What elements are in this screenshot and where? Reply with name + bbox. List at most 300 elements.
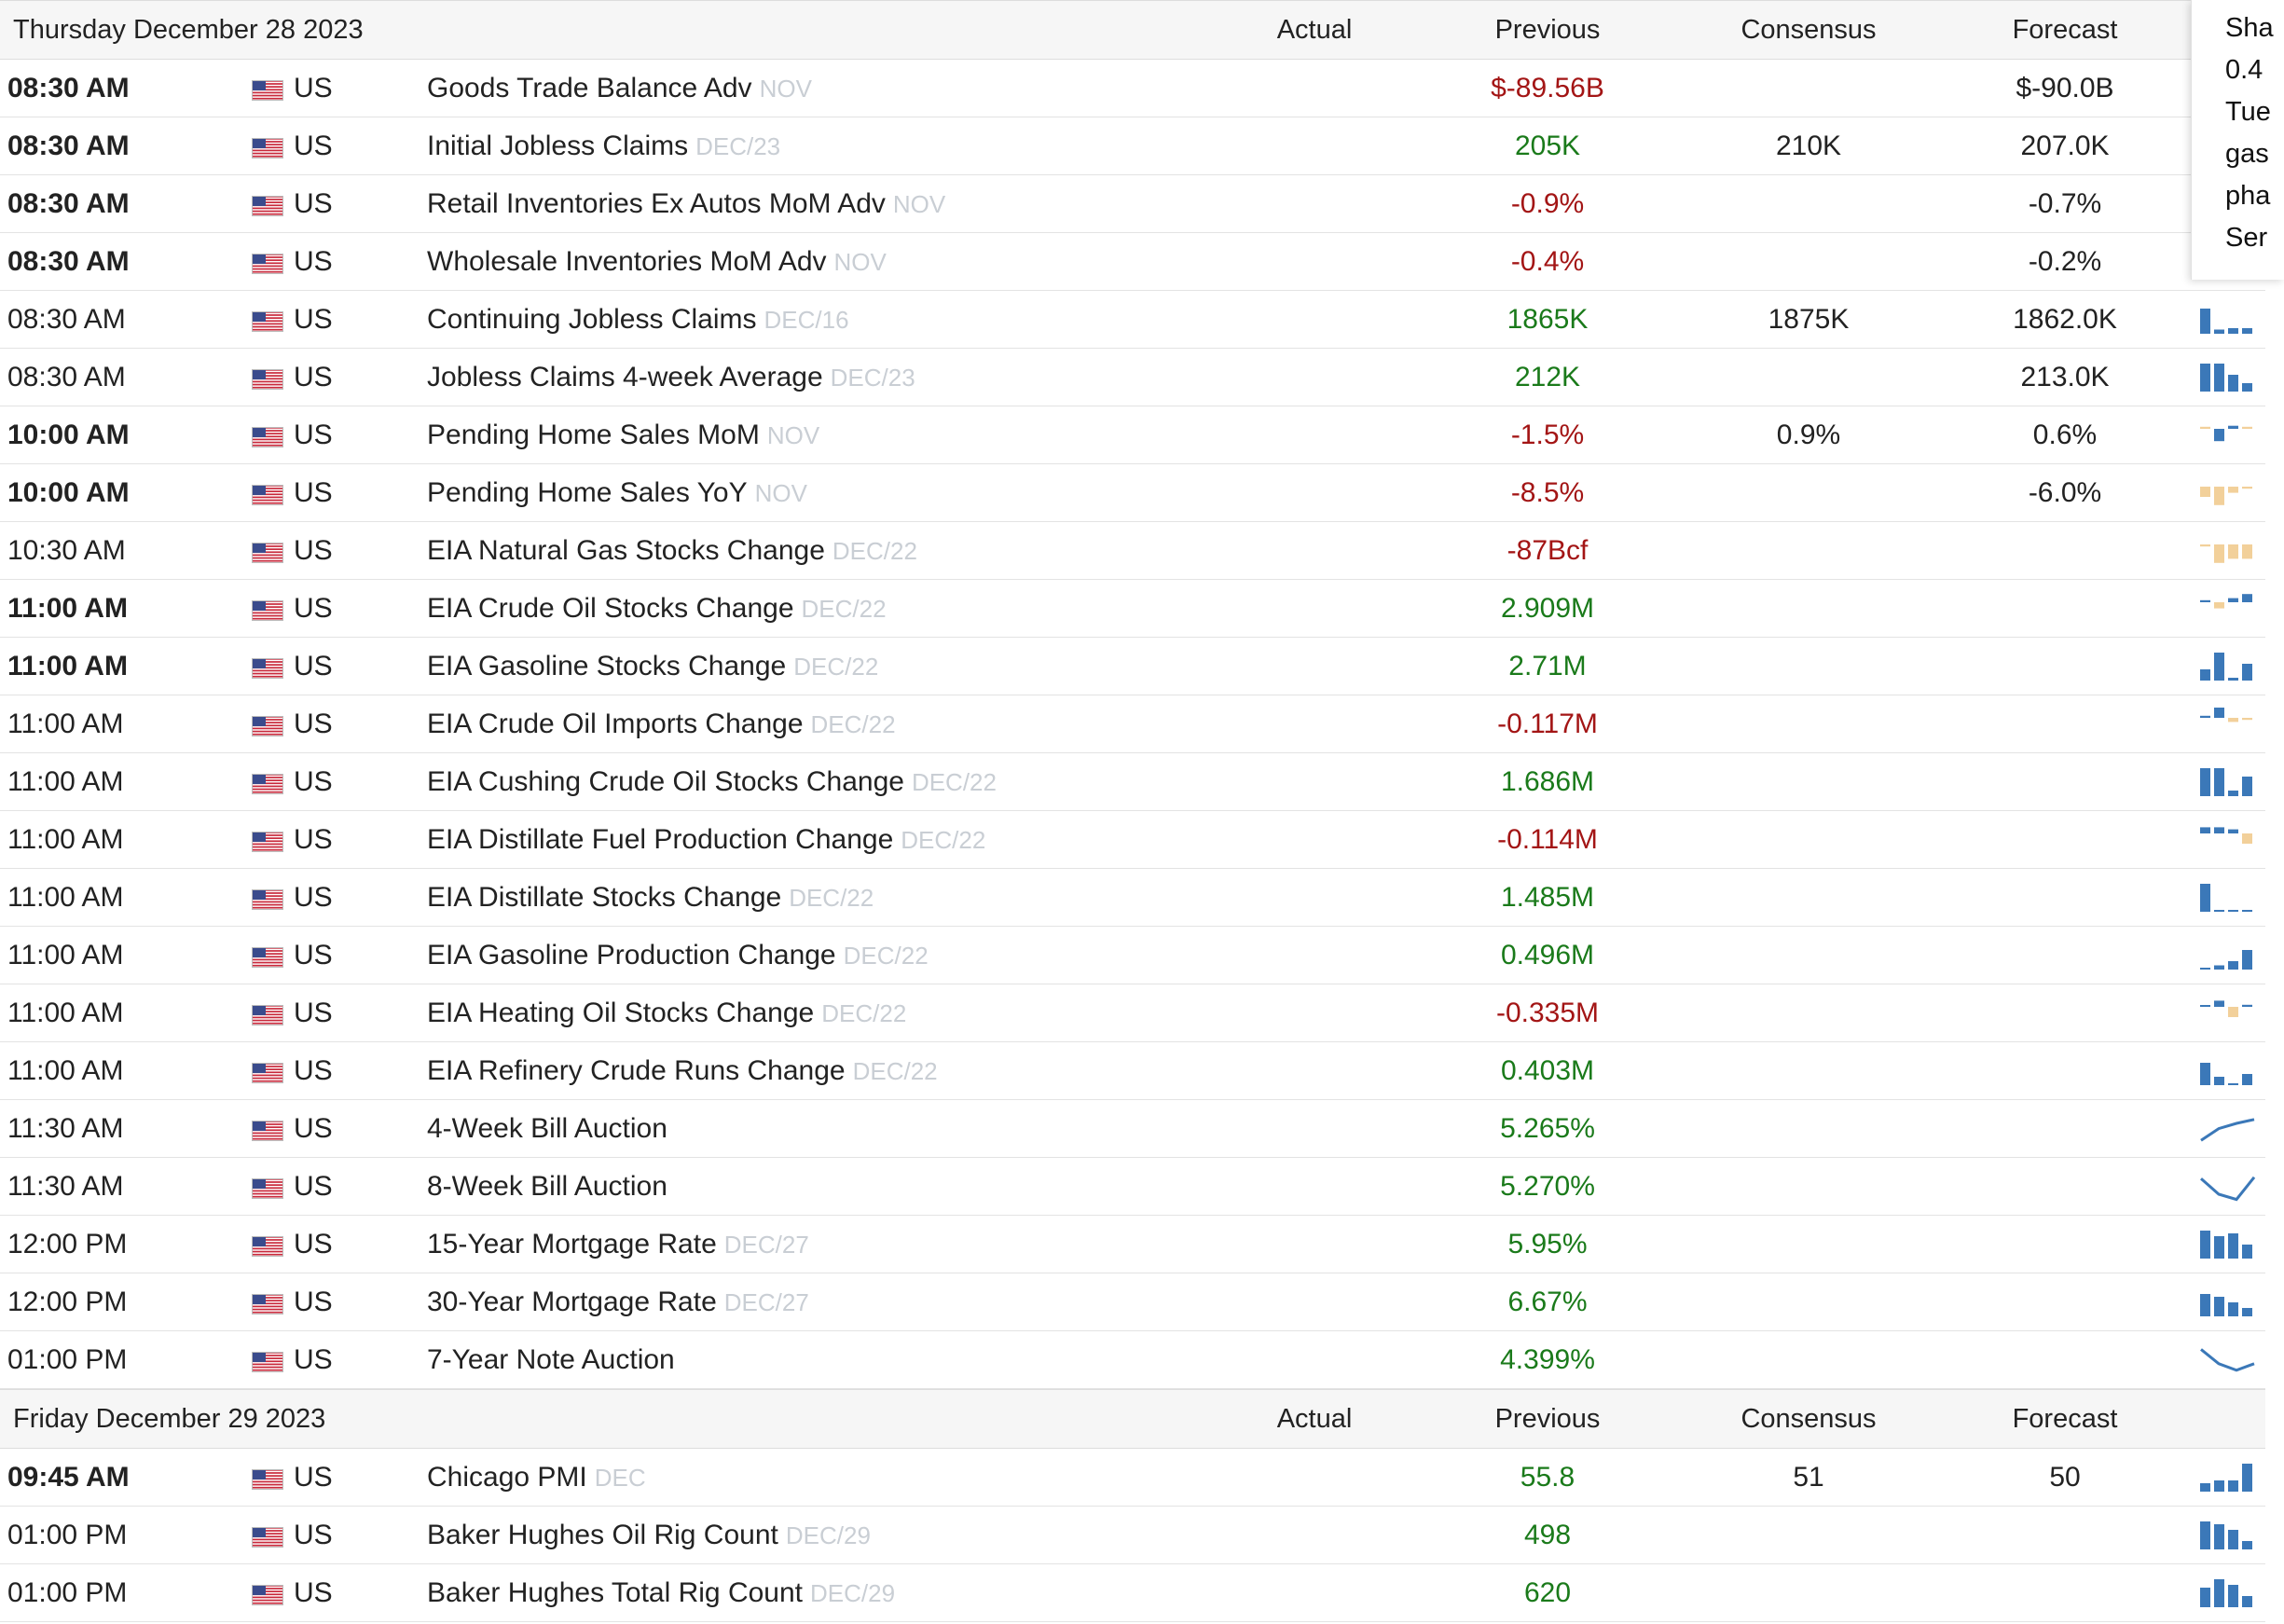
event-time: 11:00 AM [7,709,124,739]
event-country: US [294,824,333,855]
sparkline-bar [2200,309,2210,334]
event-name-text: Baker Hughes Oil Rig Count [427,1520,778,1550]
sparkline-bar [2242,1005,2252,1007]
sparkline-bar [2200,827,2210,833]
event-reference-period: NOV [892,190,946,218]
event-name[interactable] [427,349,915,406]
event-name[interactable] [427,291,849,349]
event-country: US [294,882,333,913]
event-name[interactable] [427,117,780,175]
event-row[interactable] [0,1158,2265,1216]
event-reference-period: DEC/27 [723,1231,809,1259]
sparkline-bar [2200,487,2210,497]
sparkline-bar [2214,966,2224,970]
event-name-text: Retail Inventories Ex Autos MoM Adv [427,188,886,219]
event-name[interactable] [427,1449,646,1507]
sparkline-bar [2228,961,2238,970]
event-time: 11:30 AM [7,1113,124,1144]
event-country: US [294,420,333,450]
sparkline-bar [2214,768,2224,796]
sparkline-line [2201,1349,2254,1369]
event-row[interactable] [0,1331,2265,1389]
event-previous: -0.4% [1510,246,1585,277]
sparkline-bar [2200,716,2210,718]
sparkline-bar [2242,1541,2252,1549]
event-time: 11:00 AM [7,998,124,1028]
sparkline-bar [2242,664,2252,681]
sparkline-chart [2198,1344,2258,1376]
us-flag-icon [252,1585,283,1605]
sparkline-bar [2242,1464,2252,1492]
event-row[interactable] [0,1564,2265,1622]
us-flag-icon [252,1236,283,1257]
us-flag-icon [252,1121,283,1141]
us-flag-icon [252,1294,283,1314]
event-row[interactable] [0,580,2265,638]
event-consensus: 1875K [1768,304,1850,335]
sparkline-bar [2242,718,2252,720]
us-flag-icon [252,543,283,563]
column-header-consensus: Consensus [1741,15,1877,45]
event-row[interactable] [0,638,2265,695]
event-name-text: Chicago PMI [427,1462,587,1493]
event-name[interactable] [427,984,906,1042]
event-name-text: EIA Crude Oil Imports Change [427,709,804,739]
sparkline-chart [2198,824,2258,856]
event-row[interactable] [0,1449,2265,1507]
us-flag-icon [252,369,283,390]
event-previous: 205K [1514,131,1581,161]
event-previous: 6.67% [1507,1287,1588,1317]
sparkline-bar [2214,1480,2224,1492]
event-name-text: EIA Crude Oil Stocks Change [427,593,794,624]
event-name-text: Pending Home Sales MoM [427,420,760,450]
event-country: US [294,535,333,566]
tooltip-line: Tue [2225,97,2271,127]
sparkline-chart [2198,998,2258,1029]
sparkline-chart [2198,651,2258,682]
event-name-text: EIA Refinery Crude Runs Change [427,1055,846,1086]
event-time: 01:00 PM [7,1344,128,1375]
event-previous: 1.485M [1500,882,1595,913]
sparkline-bar [2200,427,2210,429]
event-time: 11:00 AM [7,593,128,624]
event-name-text: Baker Hughes Total Rig Count [427,1577,804,1608]
event-name[interactable] [427,1564,895,1622]
sparkline-bar [2242,487,2252,489]
event-country: US [294,188,333,219]
sparkline-bar [2228,599,2238,602]
us-flag-icon [252,889,283,910]
event-previous: 2.909M [1500,593,1595,624]
event-name[interactable] [427,695,896,753]
event-time: 11:00 AM [7,882,124,913]
event-previous: 0.403M [1500,1055,1595,1086]
event-name[interactable] [427,580,887,638]
event-country: US [294,766,333,797]
sparkline-bar [2214,708,2224,718]
event-row[interactable] [0,1273,2265,1331]
event-name[interactable] [427,869,874,927]
day-date: Friday December 29 2023 [13,1404,326,1434]
event-name-text: EIA Distillate Fuel Production Change [427,824,894,855]
sparkline-bar [2228,718,2238,722]
sparkline-chart [2198,1055,2258,1087]
event-name[interactable] [427,464,807,522]
event-row[interactable] [0,1100,2265,1158]
sparkline-bar [2228,544,2238,558]
sparkline-bar [2200,1005,2210,1007]
event-time: 12:00 PM [7,1229,128,1259]
sparkline-chart [2198,1171,2258,1203]
sparkline-chart [2198,593,2258,625]
sparkline-bar [2214,330,2224,335]
event-time: 08:30 AM [7,73,130,103]
event-name[interactable] [427,233,887,291]
event-previous: -8.5% [1510,477,1585,508]
event-reference-period: DEC/27 [723,1288,809,1316]
event-country: US [294,131,333,161]
event-name[interactable] [427,1042,938,1100]
us-flag-icon [252,1469,283,1490]
sparkline-bar [2214,1579,2224,1607]
sparkline-bar [2214,827,2224,833]
sparkline-bar [2200,1588,2210,1607]
column-header-previous: Previous [1494,1404,1601,1434]
sparkline-bar [2242,910,2252,912]
sparkline-bar [2200,600,2210,602]
sparkline-bar [2214,1297,2224,1316]
sparkline-chart [2198,1287,2258,1318]
us-flag-icon [252,774,283,794]
event-time: 10:00 AM [7,477,130,508]
sparkline-bar [2228,791,2238,796]
tooltip-line: pha [2225,181,2271,211]
event-name-text: Goods Trade Balance Adv [427,73,752,103]
sparkline-bar [2200,669,2210,681]
event-name-text: Pending Home Sales YoY [427,477,748,508]
event-reference-period: DEC/23 [695,132,781,160]
us-flag-icon [252,138,283,158]
event-country: US [294,1577,333,1608]
event-country: US [294,246,333,277]
event-previous: -0.335M [1495,998,1600,1028]
event-previous: -0.114M [1497,824,1598,855]
us-flag-icon [252,716,283,736]
sparkline-bar [2228,1083,2238,1085]
event-forecast: -0.7% [2028,188,2102,219]
event-name-text: Continuing Jobless Claims [427,304,757,335]
event-row[interactable] [0,1216,2265,1273]
event-row[interactable] [0,175,2265,233]
event-row[interactable] [0,984,2265,1042]
sparkline-bar [2228,678,2238,681]
us-flag-icon [252,1063,283,1083]
event-previous: 1.686M [1500,766,1595,797]
event-previous: 498 [1523,1520,1572,1550]
event-previous: 0.496M [1500,940,1595,970]
tooltip-line: gas [2225,139,2269,169]
event-row[interactable] [0,522,2265,580]
sparkline-bar [2214,910,2224,912]
event-previous: 1865K [1507,304,1589,335]
sparkline-bar [2228,426,2238,429]
event-country: US [294,1171,333,1202]
event-reference-period: DEC/22 [789,884,874,912]
event-previous: 55.8 [1520,1462,1575,1493]
event-name[interactable] [427,175,945,233]
event-previous: -87Bcf [1507,535,1589,566]
event-forecast: 213.0K [2020,362,2110,392]
event-country: US [294,1344,333,1375]
event-row[interactable] [0,117,2265,175]
event-reference-period: NOV [759,75,812,103]
day-header [0,1389,2265,1449]
sparkline-bar [2242,1245,2252,1259]
event-country: US [294,593,333,624]
event-forecast: 0.6% [2032,420,2098,450]
sparkline-bar [2214,653,2224,681]
sparkline-chart [2198,1462,2258,1493]
event-name[interactable] [427,1331,675,1389]
sparkline-bar [2200,1231,2210,1259]
event-row[interactable] [0,349,2265,406]
event-country: US [294,362,333,392]
sparkline-bar [2242,1074,2252,1085]
us-flag-icon [252,1527,283,1548]
sparkline-bar [2242,1308,2252,1316]
sparkline-bar [2228,1302,2238,1316]
event-previous: 5.270% [1500,1171,1595,1202]
event-forecast: -0.2% [2028,246,2102,277]
event-forecast: 1862.0K [2013,304,2117,335]
event-forecast: 50 [2049,1462,2081,1493]
event-name[interactable] [427,753,997,811]
sparkline-bar [2242,1596,2252,1607]
event-time: 08:30 AM [7,362,126,392]
sparkline-chart [2198,420,2258,451]
us-flag-icon [252,1178,283,1199]
us-flag-icon [252,80,283,101]
event-country: US [294,477,333,508]
sparkline-bar [2200,1521,2210,1549]
event-time: 11:00 AM [7,940,124,970]
event-previous: -1.5% [1510,420,1585,450]
event-country: US [294,1287,333,1317]
us-flag-icon [252,600,283,621]
us-flag-icon [252,311,283,332]
event-name-text: EIA Gasoline Stocks Change [427,651,787,681]
sparkline-bar [2228,487,2238,493]
sparkline-bar [2242,427,2252,429]
sparkline-chart [2198,535,2258,567]
sparkline-bar [2242,328,2252,334]
tooltip-line: Ser [2225,223,2268,253]
event-name[interactable] [427,638,878,695]
column-header-actual: Actual [1276,1404,1353,1434]
event-name-text: EIA Natural Gas Stocks Change [427,535,825,566]
event-row[interactable] [0,811,2265,869]
sparkline-bar [2200,1063,2210,1085]
us-flag-icon [252,658,283,679]
event-row[interactable] [0,869,2265,927]
sparkline-chart [2198,1113,2258,1145]
sparkline-bar [2214,1000,2224,1007]
event-forecast: $-90.0B [2016,73,2114,103]
sparkline-bar [2228,1233,2238,1259]
event-name-text: 30-Year Mortgage Rate [427,1287,717,1317]
event-name-text: Jobless Claims 4-week Average [427,362,823,392]
event-reference-period: DEC/22 [801,595,887,623]
event-reference-period: DEC/22 [843,942,929,970]
event-reference-period: DEC/22 [832,537,917,565]
event-reference-period: DEC/23 [830,364,915,392]
sparkline-bar [2242,383,2252,392]
event-row[interactable] [0,406,2265,464]
event-previous: 5.265% [1500,1113,1595,1144]
event-country: US [294,304,333,335]
event-row[interactable] [0,1042,2265,1100]
us-flag-icon [252,832,283,852]
event-name[interactable] [427,1507,871,1564]
event-country: US [294,1520,333,1550]
event-country: US [294,1113,333,1144]
event-country: US [294,709,333,739]
event-reference-period: DEC/22 [793,653,879,681]
sparkline-bar [2228,1530,2238,1549]
sparkline-bar [2214,364,2224,392]
event-name-text: EIA Distillate Stocks Change [427,882,782,913]
event-name[interactable] [427,1273,809,1331]
event-time: 11:00 AM [7,824,124,855]
event-reference-period: NOV [833,248,887,276]
event-name-text: 15-Year Mortgage Rate [427,1229,717,1259]
sparkline-bar [2228,1585,2238,1607]
event-reference-period: DEC [594,1464,646,1492]
event-forecast: 207.0K [2020,131,2110,161]
event-time: 12:00 PM [7,1287,128,1317]
event-name[interactable] [427,811,985,869]
sparkline-bar [2200,544,2210,546]
event-previous: -0.9% [1510,188,1585,219]
event-country: US [294,651,333,681]
event-name[interactable] [427,522,917,580]
event-forecast: -6.0% [2028,477,2102,508]
event-row[interactable] [0,464,2265,522]
sparkline-bar [2214,1524,2224,1549]
sparkline-bar [2242,594,2252,602]
event-row[interactable] [0,233,2265,291]
sparkline-bar [2242,777,2252,796]
event-time: 01:00 PM [7,1520,128,1550]
event-name-text: Initial Jobless Claims [427,131,689,161]
sparkline-bar [2200,364,2210,392]
event-row[interactable] [0,695,2265,753]
sparkline-bar [2228,910,2238,912]
sparkline-chart [2198,362,2258,393]
sparkline-chart [2198,1520,2258,1551]
event-previous: -0.117M [1497,709,1598,739]
sparkline-line [2201,1177,2254,1200]
sparkline-bar [2200,768,2210,796]
event-row[interactable] [0,927,2265,984]
event-name[interactable] [427,1158,667,1216]
event-previous: 4.399% [1500,1344,1595,1375]
event-row[interactable] [0,753,2265,811]
event-name-text: Wholesale Inventories MoM Adv [427,246,827,277]
sparkline-chart [2198,882,2258,914]
event-previous: 5.95% [1507,1229,1588,1259]
event-row[interactable] [0,291,2265,349]
sparkline-bar [2200,884,2210,912]
event-country: US [294,998,333,1028]
us-flag-icon [252,1005,283,1025]
sparkline-line [2201,1120,2254,1140]
sparkline-bar [2242,833,2252,844]
event-name[interactable] [427,406,819,464]
event-time: 09:45 AM [7,1462,130,1493]
sparkline-bar [2214,544,2224,563]
event-name-text: EIA Gasoline Production Change [427,940,836,970]
tooltip-line: 0.4 [2225,55,2263,85]
event-country: US [294,1055,333,1086]
event-time: 10:00 AM [7,420,130,450]
sparkline-bar [2242,950,2252,970]
event-reference-period: DEC/22 [821,999,907,1027]
event-country: US [294,73,333,103]
event-country: US [294,1462,333,1493]
event-consensus: 51 [1793,1462,1824,1493]
column-header-consensus: Consensus [1741,1404,1877,1434]
event-previous: 620 [1523,1577,1572,1608]
sparkline-chart [2198,940,2258,971]
event-reference-period: DEC/29 [810,1579,896,1607]
sparkline-bar [2214,602,2224,609]
sparkline-chart [2198,477,2258,509]
event-name[interactable] [427,927,929,984]
event-row[interactable] [0,60,2265,117]
event-reference-period: DEC/22 [911,768,997,796]
day-header [0,0,2265,60]
event-time: 10:30 AM [7,535,126,566]
event-row[interactable] [0,1507,2265,1564]
sparkline-bar [2228,830,2238,833]
event-reference-period: DEC/22 [901,826,986,854]
event-name[interactable] [427,1216,809,1273]
sparkline-bar [2214,1236,2224,1259]
event-tooltip [2191,0,2284,280]
event-name-text: 8-Week Bill Auction [427,1171,667,1202]
sparkline-bar [2214,1077,2224,1085]
sparkline-bar [2200,968,2210,970]
event-name[interactable] [427,1100,667,1158]
tooltip-line: Sha [2225,13,2274,43]
event-name[interactable] [427,60,812,117]
sparkline-chart [2198,709,2258,740]
sparkline-bar [2228,1480,2238,1492]
sparkline-chart [2198,766,2258,798]
sparkline-bar [2242,544,2252,558]
sparkline-bar [2200,1483,2210,1492]
column-header-actual: Actual [1276,15,1353,45]
day-date: Thursday December 28 2023 [13,15,364,45]
event-time: 11:00 AM [7,651,128,681]
event-reference-period: DEC/16 [764,306,849,334]
sparkline-bar [2228,328,2238,334]
event-previous: 2.71M [1508,651,1587,681]
event-time: 08:30 AM [7,304,126,335]
event-reference-period: NOV [754,479,807,507]
